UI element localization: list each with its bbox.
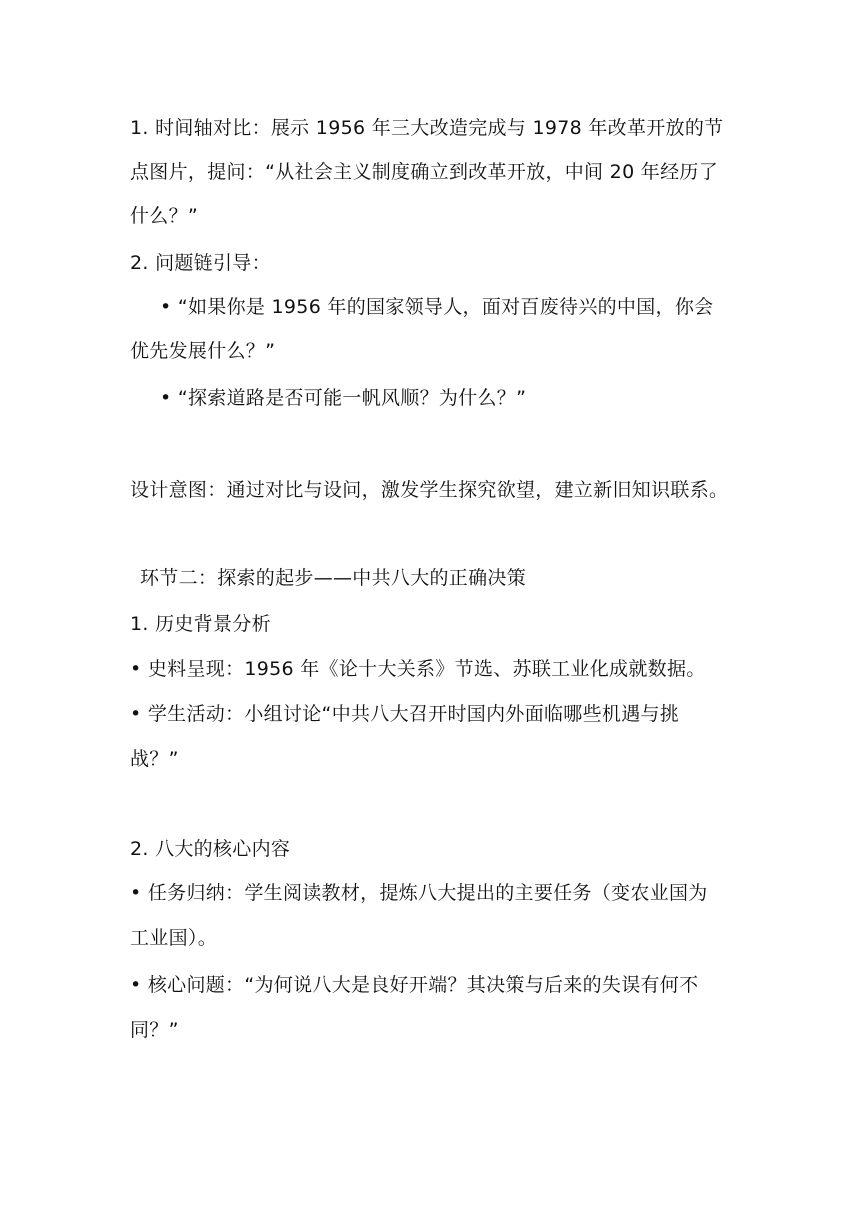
text-line: 工业国）。 bbox=[130, 927, 218, 949]
text-line: 1. 时间轴对比：展示 1956 年三大改造完成与 1978 年改革开放的节 bbox=[130, 117, 724, 139]
text-line: • 学生活动：小组讨论“中共八大召开时国内外面临哪些机遇与挑 bbox=[130, 703, 680, 725]
text-line: 优先发展什么？” bbox=[130, 340, 276, 362]
text-line: 2. 八大的核心内容 bbox=[130, 838, 291, 860]
section-heading: 环节二：探索的起步——中共八大的正确决策 bbox=[140, 567, 527, 589]
text-line: 设计意图：通过对比与设问，激发学生探究欲望，建立新旧知识联系。 bbox=[130, 479, 729, 501]
text-line: 战？” bbox=[130, 748, 179, 770]
text-line: • “如果你是 1956 年的国家领导人，面对百废待兴的中国，你会 bbox=[160, 296, 714, 318]
text-line: 同？” bbox=[130, 1019, 179, 1041]
text-line: 2. 问题链引导： bbox=[130, 252, 271, 274]
text-line: • 史料呈现：1956 年《论十大关系》节选、苏联工业化成就数据。 bbox=[130, 658, 706, 680]
text-line: 1. 历史背景分析 bbox=[130, 613, 271, 635]
text-line: • 核心问题：“为何说八大是良好开端？其决策与后来的失误有何不 bbox=[130, 974, 699, 996]
text-line: 点图片，提问：“从社会主义制度确立到改革开放，中间 20 年经历了 bbox=[130, 161, 719, 183]
text-line: 什么？” bbox=[130, 205, 199, 227]
text-line: • 任务归纳：学生阅读教材，提炼八大提出的主要任务（变农业国为 bbox=[130, 882, 708, 904]
text-line: • “探索道路是否可能一帆风顺？为什么？” bbox=[160, 387, 527, 409]
